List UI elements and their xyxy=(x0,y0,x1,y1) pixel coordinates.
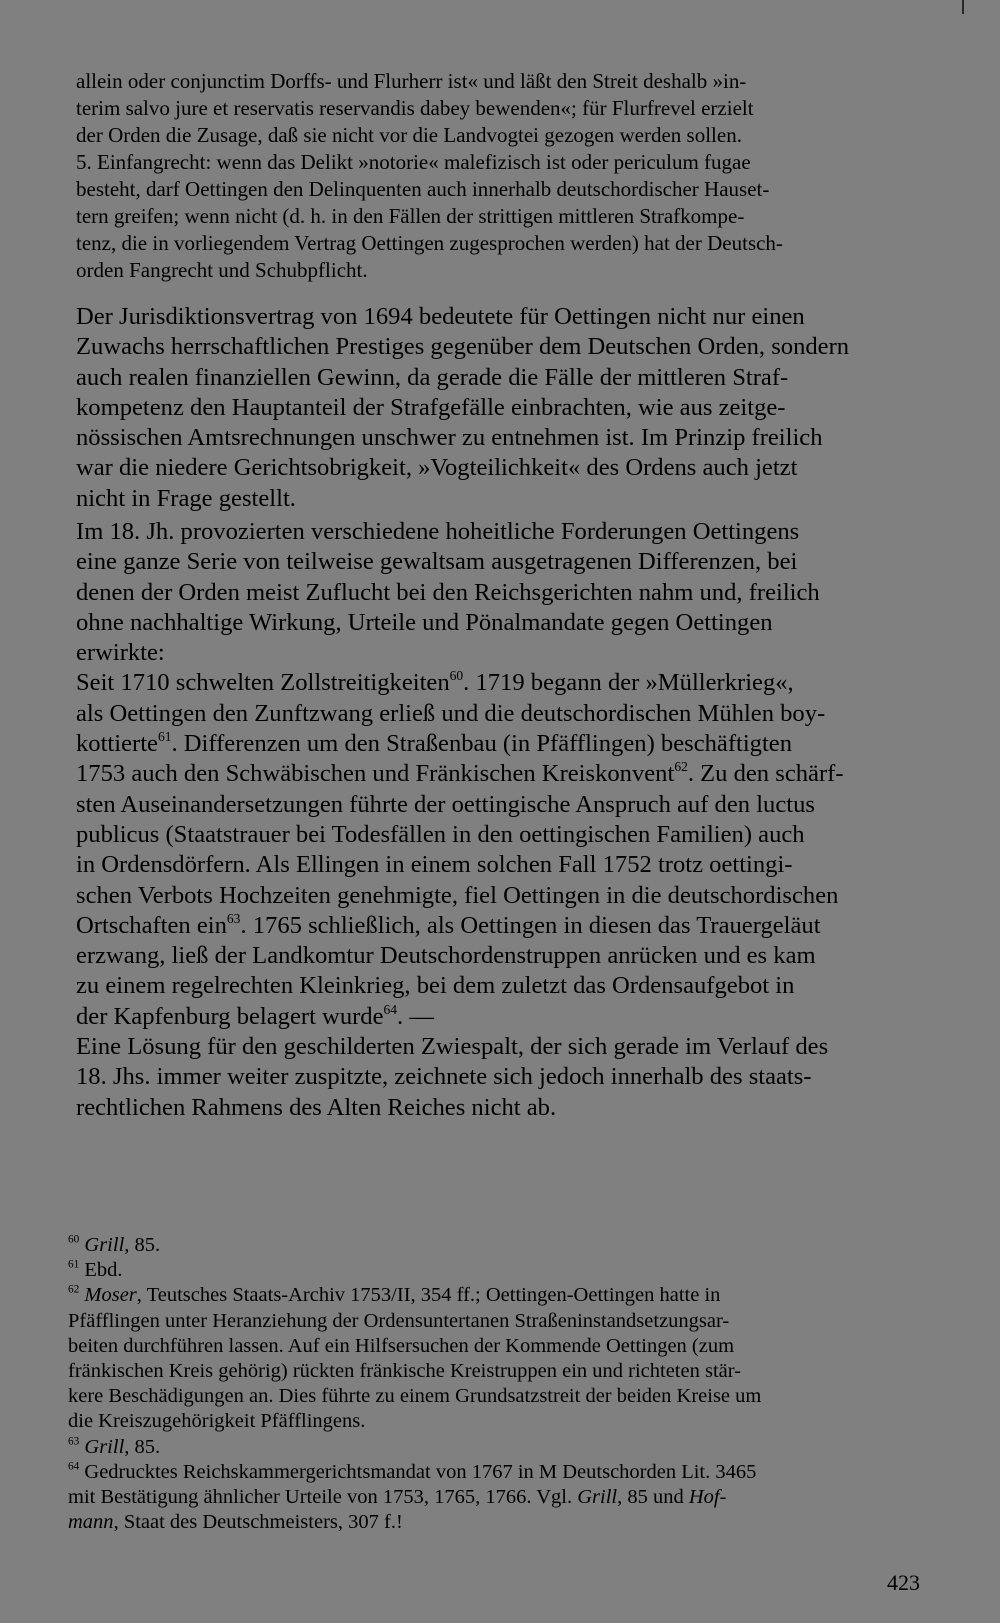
text-line: der Orden die Zusage, daß sie nicht vor die Landvogtei gezogen werden sollen. xyxy=(76,123,742,147)
footnote-61 xyxy=(68,1258,938,1283)
paragraph-group-18th-century xyxy=(76,517,938,1123)
footnote-63 xyxy=(68,1435,938,1460)
text-line: Im 18. Jh. provozierten verschiedene hoheitliche Forderungen Oettingens xyxy=(76,518,800,545)
text-line: in Ordensdörfern. Als Ellingen in einem solchen Fall 1752 trotz oettingi- xyxy=(76,851,793,879)
text-run: der Kapfenburg belagert wurde xyxy=(76,1002,384,1030)
footnote-62-line: fränkischen Kreis gehörig) rückten fränkische Kreistruppen ein und richteten stär- xyxy=(68,1360,741,1383)
text-line xyxy=(76,668,938,698)
footnote-text: , Teutsches Staats-Archiv 1753/II, 354 ff.; Oettingen-Oettingen hatte in xyxy=(136,1284,721,1307)
footnote-author: Hof- xyxy=(688,1486,727,1509)
text-line: erwirkte: xyxy=(76,639,165,667)
text-line: erzwang, ließ der Landkomtur Deutschordenstruppen anrücken und es kam xyxy=(76,942,816,970)
text-run: Ortschaften ein xyxy=(76,911,227,939)
text-line xyxy=(76,729,938,759)
footnote-62-line: Pfäfflingen unter Heranziehung der Ordensuntertanen Straßeninstandsetzungsar- xyxy=(68,1309,730,1332)
text-line: 18. Jhs. immer weiter zuspitzte, zeichnete sich jedoch innerhalb des staats- xyxy=(76,1063,812,1091)
footnote-mark: 61 xyxy=(68,1258,80,1271)
footnote-text: Gedrucktes Reichskammergerichtsmandat von 1767 in M Deutschorden Lit. 3465 xyxy=(84,1460,757,1483)
text-line xyxy=(76,1002,938,1032)
text-line xyxy=(76,759,938,789)
footnote-text: Ebd. xyxy=(84,1259,123,1282)
footnote-text: , Staat des Deutschmeisters, 307 f.! xyxy=(113,1511,403,1534)
footnote-author: mann xyxy=(68,1511,114,1534)
footnote-text: , 85 und xyxy=(617,1486,689,1509)
footnote-64-line xyxy=(68,1510,938,1535)
text-run: kottierte xyxy=(76,730,158,758)
text-line: allein oder conjunctim Dorffs- und Flurherr ist« und läßt den Streit deshalb »in- xyxy=(76,69,747,93)
text-line: tern greifen; wenn nicht (d. h. in den Fällen der strittigen mittleren Strafkompe- xyxy=(76,204,745,228)
text-line: nössischen Amtsrechnungen unschwer zu entnehmen ist. Im Prinzip freilich xyxy=(76,424,823,452)
footnote-ref: 62 xyxy=(674,759,688,775)
text-run: . Zu den schärf- xyxy=(687,760,844,788)
text-line: denen der Orden meist Zuflucht bei den Reichsgerichten nahm und, freilich xyxy=(76,578,820,606)
footnote-62-line: die Kreiszugehörigkeit Pfäfflingens. xyxy=(68,1410,366,1433)
text-run: . — xyxy=(397,1002,434,1030)
text-line: tenz, die in vorliegendem Vertrag Oettingen zugesprochen werden) hat der Deutsch- xyxy=(76,231,783,255)
text-run: 1753 auch den Schwäbischen und Fränkischen Kreiskonvent xyxy=(76,760,675,788)
footnotes xyxy=(68,1233,938,1535)
footnote-text: , 85. xyxy=(124,1234,161,1256)
footnote-mark: 60 xyxy=(68,1233,80,1246)
text-line: 5. Einfangrecht: wenn das Delikt »notorie« malefizisch ist oder periculum fugae xyxy=(76,150,751,174)
text-line: besteht, darf Oettingen den Delinquenten auch innerhalb deutschordischer Hauset- xyxy=(76,177,770,201)
footnote-author: Grill xyxy=(84,1435,125,1458)
text-run: . Differenzen um den Straßenbau (in Pfäfflingen) beschäftigten xyxy=(171,730,793,758)
page-number: 423 xyxy=(887,1570,920,1595)
footnote-ref: 60 xyxy=(449,668,464,684)
footnote-64-line xyxy=(68,1485,938,1510)
footnote-62-line: kere Beschädigungen an. Dies führte zu einem Grundsatzstreit der beiden Kreise um xyxy=(68,1385,762,1408)
text-line: war die niedere Gerichtsobrigkeit, »Vogteilichkeit« des Ordens auch jetzt xyxy=(76,454,798,482)
text-line: zu einem regelrechten Kleinkrieg, bei dem zuletzt das Ordensaufgebot in xyxy=(76,972,795,1000)
paragraph-jurisdiktionsvertrag xyxy=(76,302,938,514)
text-line: orden Fangrecht und Schubpflicht. xyxy=(76,258,368,282)
text-line: Eine Lösung für den geschilderten Zwiespalt, der sich gerade im Verlauf des xyxy=(76,1033,829,1061)
footnote-60 xyxy=(68,1233,938,1258)
text-line: rechtlichen Rahmens des Alten Reiches nicht ab. xyxy=(76,1093,557,1121)
text-line: ohne nachhaltige Wirkung, Urteile und Pönalmandate gegen Oettingen xyxy=(76,608,773,636)
text-line: Der Jurisdiktionsvertrag von 1694 bedeutete für Oettingen nicht nur einen xyxy=(76,303,805,330)
text-line: publicus (Staatstrauer bei Todesfällen in den oettingischen Familien) auch xyxy=(76,820,805,848)
footnote-author: Grill xyxy=(577,1486,618,1509)
footnote-62-line: beiten durchführen lassen. Auf ein Hilfsersuchen der Kommende Oettingen (zum xyxy=(68,1334,735,1357)
text-line: Zuwachs herrschaftlichen Prestiges gegenüber dem Deutschen Orden, sondern xyxy=(76,333,850,361)
text-run: . 1719 begann der »Müllerkrieg«, xyxy=(463,669,794,697)
footnote-mark: 63 xyxy=(68,1435,80,1448)
text-line: kompetenz den Hauptanteil der Strafgefälle einbrachten, wie aus zeitge- xyxy=(76,393,786,421)
footnote-ref: 64 xyxy=(383,1001,398,1017)
corner-mark xyxy=(962,0,964,14)
footnote-text: mit Bestätigung ähnlicher Urteile von 1753, 1765, 1766. Vgl. xyxy=(68,1486,578,1509)
text-line: auch realen finanziellen Gewinn, da gerade die Fälle der mittleren Straf- xyxy=(76,363,789,391)
text-line: terim salvo jure et reservatis reservandis dabey bewenden«; für Flurfrevel erzielt xyxy=(76,96,754,120)
footnote-mark: 64 xyxy=(68,1460,80,1473)
text-run: Seit 1710 schwelten Zollstreitigkeiten xyxy=(76,669,450,697)
text-line: nicht in Frage gestellt. xyxy=(76,484,296,512)
footnote-text: , 85. xyxy=(124,1435,161,1458)
text-line xyxy=(76,911,938,941)
footnote-ref: 63 xyxy=(226,910,241,926)
text-line: als Oettingen den Zunftzwang erließ und die deutschordischen Mühlen boy- xyxy=(76,699,826,727)
text-run: . 1765 schließlich, als Oettingen in diesen das Trauergeläut xyxy=(240,911,821,939)
footnote-mark: 62 xyxy=(68,1283,80,1296)
footnote-ref: 61 xyxy=(157,728,172,744)
text-line: sten Auseinandersetzungen führte der oettingische Anspruch auf den luctus xyxy=(76,790,815,818)
continuation-block xyxy=(76,68,938,284)
text-line: schen Verbots Hochzeiten genehmigte, fiel Oettingen in die deutschordischen xyxy=(76,881,839,909)
footnote-64 xyxy=(68,1460,938,1485)
footnote-author: Moser xyxy=(84,1284,137,1307)
text-line: eine ganze Serie von teilweise gewaltsam ausgetragenen Differenzen, bei xyxy=(76,548,798,576)
footnote-author: Grill xyxy=(84,1234,125,1256)
footnote-62 xyxy=(68,1283,938,1308)
